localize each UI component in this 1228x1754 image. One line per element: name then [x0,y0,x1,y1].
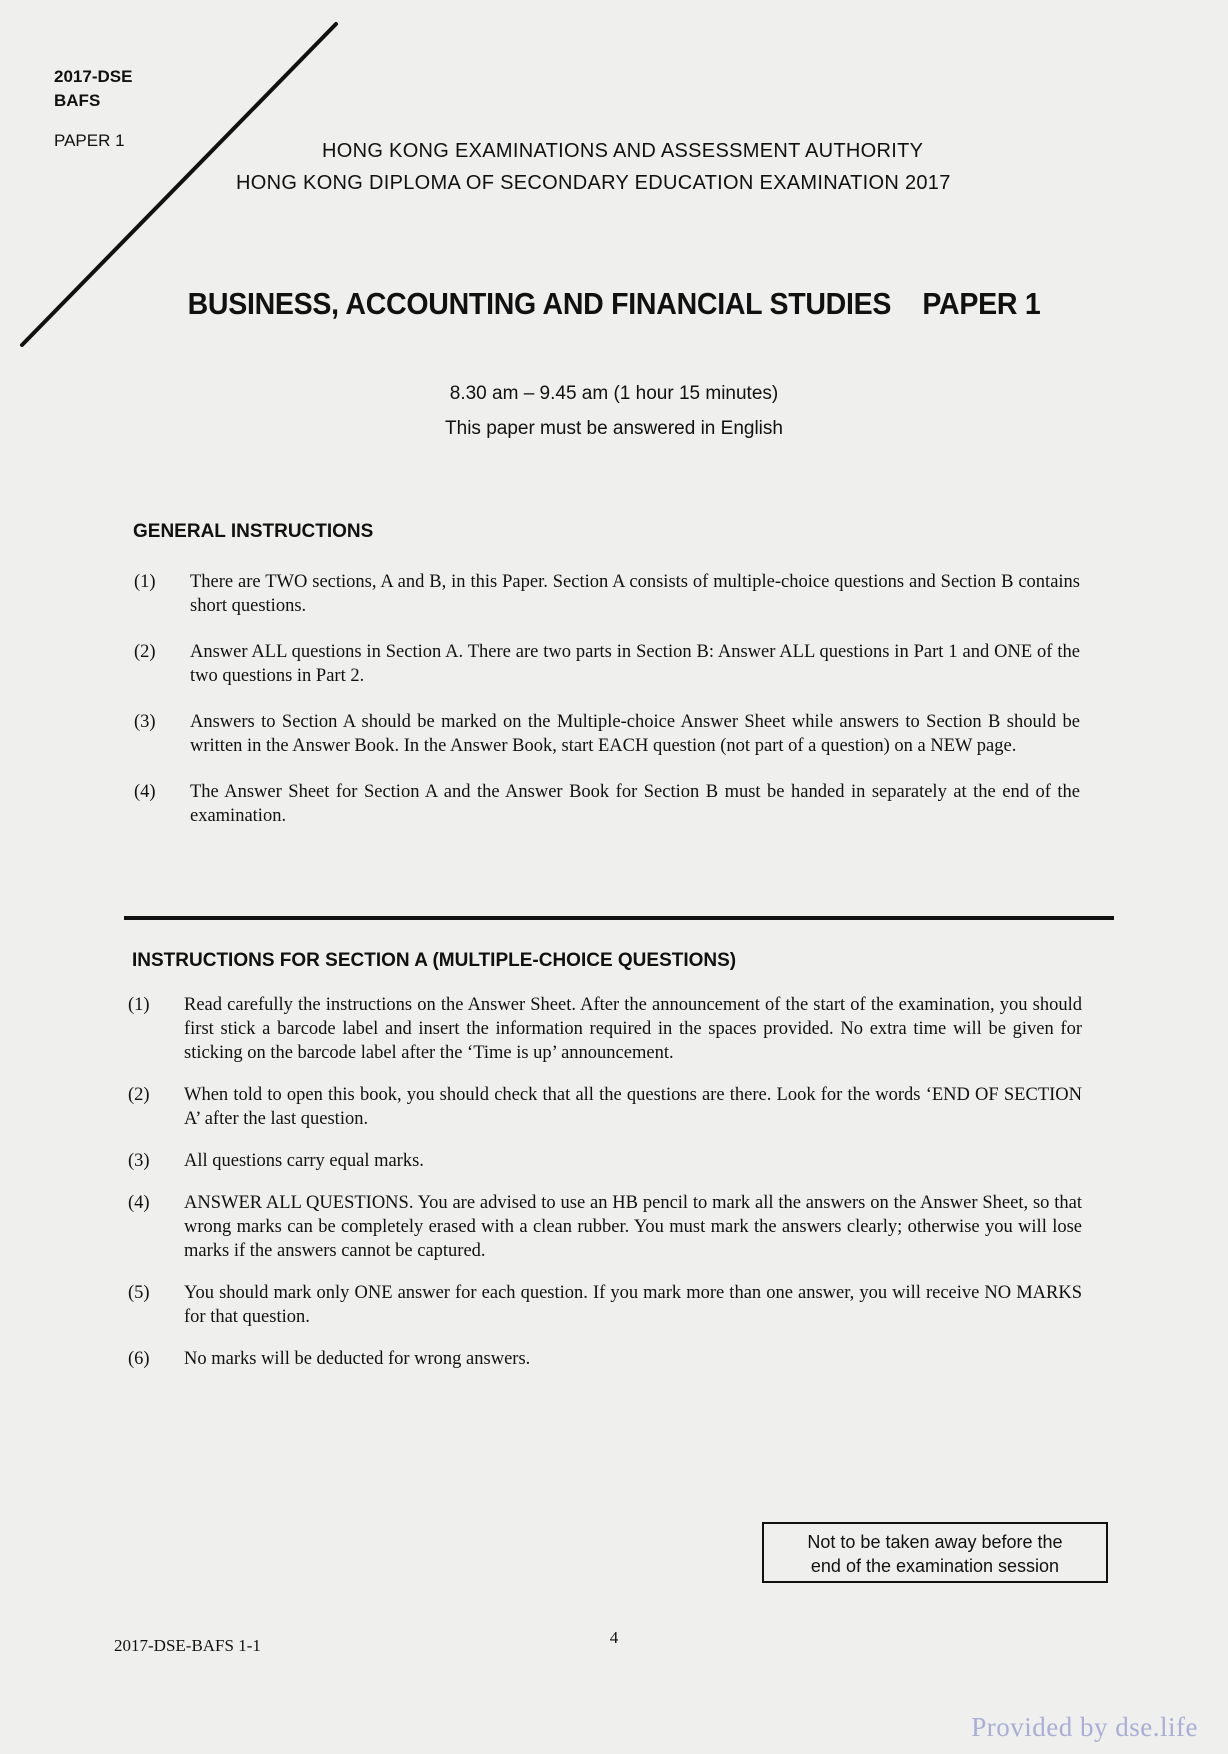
list-item [128,993,1082,1065]
item-text: Read carefully the instructions on the Answer Sheet. After the announcement of the start of the examination, you should first stick a barcode label and insert the information required in the spaces provided. No extra time will be given for sticking on the barcode label after the ‘Time is up’ announcement. [184,995,1082,1063]
item-number: (4) [134,782,156,802]
authority-name: HONG KONG EXAMINATIONS AND ASSESSMENT AUTHORITY [322,140,924,162]
notice-line-2: end of the examination session [810,1556,1060,1576]
exam-time: 8.30 am – 9.45 am (1 hour 15 minutes) [449,383,779,404]
list-item [128,1347,1082,1371]
language-note: This paper must be answered in English [445,418,783,439]
paper-title [49,286,1179,322]
corner-paper: PAPER 1 [54,131,125,150]
list-item [128,1191,1082,1263]
general-instructions-list [134,570,1080,828]
page-number: 4 [609,1628,619,1647]
item-text: Answer ALL questions in Section A. There are two parts in Section B: Answer ALL questions in Part 1 and ONE of the two questions in Part 2. [190,642,1080,686]
list-item [128,1083,1082,1131]
list-item [134,780,1080,828]
general-instructions-heading: GENERAL INSTRUCTIONS [133,521,374,542]
corner-subject: BAFS [54,91,101,110]
section-divider [124,916,1114,920]
item-text: There are TWO sections, A and B, in this Paper. Section A consists of multiple-choice questions and Section B contains short questions. [190,572,1080,616]
item-number: (2) [128,1085,150,1105]
item-number: (4) [128,1193,150,1213]
item-number: (1) [134,572,156,592]
item-text: The Answer Sheet for Section A and the Answer Book for Section B must be handed in separately at the end of the examination. [190,782,1080,826]
provided-by-watermark[interactable]: Provided by dse.life [971,1712,1198,1742]
item-number: (6) [128,1349,150,1369]
exam-name: HONG KONG DIPLOMA OF SECONDARY EDUCATION EXAMINATION 2017 [236,172,951,194]
item-text: All questions carry equal marks. [184,1151,424,1171]
notice-line-1: Not to be taken away before the [807,1532,1063,1552]
list-item [134,570,1080,618]
list-item [134,640,1080,688]
item-number: (3) [134,712,156,732]
item-text: Answers to Section A should be marked on the Multiple-choice Answer Sheet while answers to Section B should be written in the Answer Book. In the Answer Book, start EACH question (not part of a question) on a NEW page. [190,712,1080,756]
section-a-instructions-list [128,993,1082,1371]
item-number: (5) [128,1283,150,1303]
section-a-heading: INSTRUCTIONS FOR SECTION A (MULTIPLE-CHOICE QUESTIONS) [132,950,737,971]
subject-title: BUSINESS, ACCOUNTING AND FINANCIAL STUDIES [187,286,892,321]
list-item [134,710,1080,758]
item-text: ANSWER ALL QUESTIONS. You are advised to use an HB pencil to mark all the answers on the Answer Sheet, so that wrong marks can be completely erased with a clean rubber. You must mark the answers clearly; otherwise you will lose marks if the answers cannot be captured. [184,1193,1082,1261]
item-text: When told to open this book, you should check that all the questions are there. Look for the words ‘END OF SECTION A’ after the last question. [184,1085,1082,1129]
item-text: You should mark only ONE answer for each question. If you mark more than one answer, you will receive NO MARKS for that question. [184,1283,1082,1327]
footer-code: 2017-DSE-BAFS 1-1 [114,1636,261,1655]
paper-number: PAPER 1 [922,286,1041,321]
item-text: No marks will be deducted for wrong answers. [184,1349,531,1369]
item-number: (1) [128,995,150,1015]
list-item [128,1149,1082,1173]
notice-box [762,1522,1108,1583]
list-item [128,1281,1082,1329]
corner-code: 2017-DSE [54,67,133,86]
item-number: (2) [134,642,156,662]
item-number: (3) [128,1151,150,1171]
